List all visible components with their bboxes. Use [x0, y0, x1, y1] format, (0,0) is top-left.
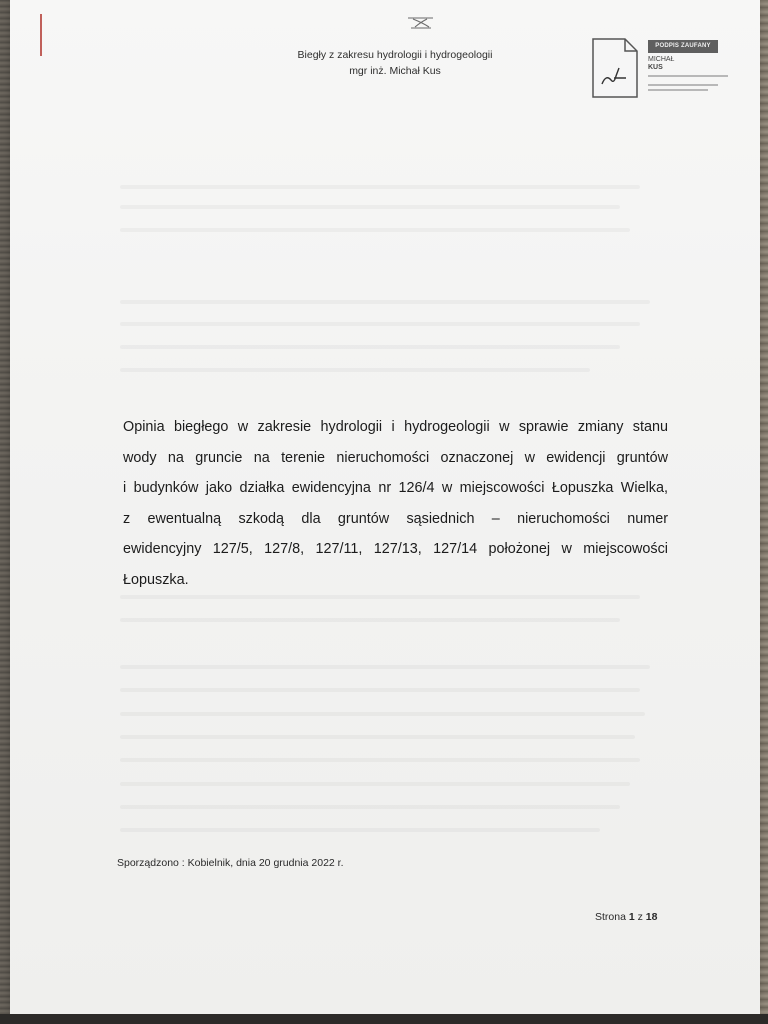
title-line: ewidencyjny 127/5, 127/8, 127/11, 127/13, 127/14 położonej w miejscowości: [123, 541, 668, 558]
signer-first-name: MICHAŁ: [648, 56, 675, 63]
trusted-signature-stamp: [592, 38, 724, 102]
title-line: Opinia biegłego w zakresie hydrologii i hydrogeologii w sprawie zmiany stanu: [123, 419, 668, 435]
title-line: i budynków jako działka ewidencyjna nr 126/4 w miejscowości Łopuszka Wielka,: [123, 480, 668, 497]
signature-fine-print: [648, 75, 728, 77]
margin-mark: [40, 14, 42, 56]
title-line: Łopuszka.: [123, 571, 189, 588]
expert-title: Biegły z zakresu hydrologii i hydrogeologii: [297, 49, 493, 61]
show-through: [120, 228, 630, 232]
page-current: 1: [628, 911, 635, 923]
initials-mark-icon: [405, 14, 437, 32]
show-through: [120, 595, 640, 599]
title-line: z ewentualną szkodą dla gruntów sąsiednich – nieruchomości numer: [123, 510, 668, 527]
show-through: [120, 735, 635, 739]
show-through: [120, 368, 590, 372]
page-label: Strona: [595, 911, 626, 923]
show-through: [120, 205, 620, 209]
show-through: [120, 185, 640, 189]
page-total: 18: [645, 911, 658, 923]
show-through: [120, 688, 640, 692]
show-through: [120, 758, 640, 762]
signed-document-icon: [592, 38, 638, 98]
bottom-edge: [0, 1014, 768, 1024]
show-through: [120, 712, 645, 716]
expert-header: [250, 47, 540, 79]
show-through: [120, 345, 620, 349]
page-of: z: [637, 911, 643, 923]
show-through: [120, 618, 620, 622]
show-through: [120, 665, 650, 669]
show-through: [120, 782, 630, 786]
expert-name: mgr inż. Michał Kus: [349, 65, 441, 77]
signature-fine-print: [648, 84, 718, 86]
signer-last-name: KUS: [648, 64, 663, 71]
prepared-date: Sporządzono : Kobielnik, dnia 20 grudnia 2022 r.: [117, 857, 344, 869]
show-through: [120, 300, 650, 304]
document-page: [10, 0, 760, 1014]
page-number: [595, 911, 657, 923]
signature-fine-print: [648, 89, 708, 91]
show-through: [120, 828, 600, 832]
opinion-title: [123, 412, 668, 596]
title-line: wody na gruncie na terenie nieruchomości oznaczonej w ewidencji gruntów: [123, 449, 668, 466]
show-through: [120, 805, 620, 809]
trusted-signature-badge: PODPIS ZAUFANY: [648, 40, 718, 53]
left-edge: [0, 0, 10, 1024]
show-through: [120, 322, 640, 326]
